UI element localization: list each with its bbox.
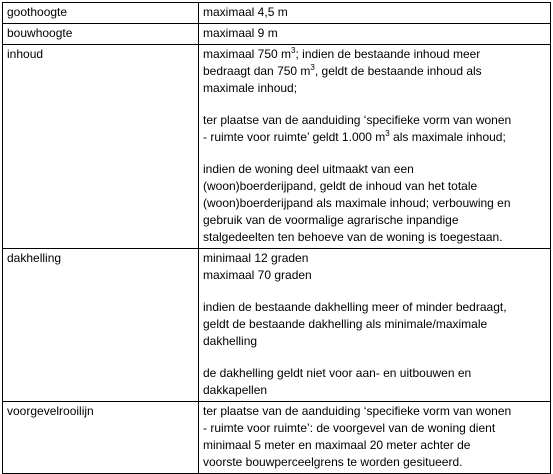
text-line: ter plaatse van de aanduiding ‘specifieke vorm van wonen [203, 113, 512, 127]
text-line: dakhelling [203, 334, 258, 348]
value-cell [199, 24, 551, 45]
label-cell [3, 24, 199, 45]
table-row-bouwhoogte [3, 24, 551, 45]
goothoogte-value: maximaal 4,5 m [203, 5, 288, 19]
dakhelling-paragraph-1 [203, 250, 547, 284]
row-label-voorgevelrooilijn: voorgevelrooilijn [7, 404, 94, 418]
row-label-goothoogte: goothoogte [7, 5, 68, 19]
building-specifications-table [2, 2, 551, 474]
row-label-dakhelling: dakhelling [7, 251, 62, 265]
text-line: voorste bouwperceelgrens te worden gesitueerd. [203, 455, 463, 469]
text-line: (woon)boerderijpand, geldt de inhoud van het totale [203, 179, 478, 193]
text-line: geldt de bestaande dakhelling als minimale/maximale [203, 317, 488, 331]
text-line: - ruimte voor ruimte’: de voorgevel van de woning dient [203, 421, 496, 435]
label-cell [3, 249, 199, 402]
text-line: stalgedeelten ten behoeve van de woning is toegestaan. [203, 230, 503, 244]
value-cell [199, 45, 551, 249]
table-row-voorgevelrooilijn [3, 402, 551, 474]
label-cell [3, 402, 199, 474]
dakhelling-paragraph-2 [203, 299, 547, 350]
text-line: - ruimte voor ruimte’ geldt 1.000 $m^3$ als maximale inhoud; [203, 129, 506, 144]
row-label-bouwhoogte: bouwhoogte [7, 26, 73, 40]
inhoud-paragraph-3 [203, 161, 547, 246]
table-row-inhoud [3, 45, 551, 249]
text-line: de dakhelling geldt niet voor aan- en uitbouwen en [203, 366, 472, 380]
label-cell [3, 3, 199, 24]
text-line: indien de bestaande dakhelling meer of minder bedraagt, [203, 300, 507, 314]
table-row-goothoogte [3, 3, 551, 24]
bouwhoogte-value: maximaal 9 m [203, 26, 278, 40]
inhoud-paragraph-2 [203, 112, 547, 146]
text-line: minimaal 5 meter en maximaal 20 meter achter de [203, 438, 471, 452]
voorgevelrooilijn-paragraph-1 [203, 403, 547, 471]
text-line: maximaal 750 $m^3$; indien de bestaande inhoud meer [203, 46, 481, 61]
table-row-dakhelling [3, 249, 551, 402]
value-cell [199, 402, 551, 474]
text-line: bedraagt dan 750 $m^3$, geldt de bestaande inhoud als [203, 63, 482, 78]
label-cell [3, 45, 199, 249]
text-line: maximale inhoud; [203, 81, 298, 95]
row-label-inhoud: inhoud [7, 47, 44, 61]
text-line: gebruik van de voormalige agrarische inpandige [203, 213, 459, 227]
dakhelling-paragraph-3 [203, 365, 547, 399]
text-line: minimaal 12 graden [203, 251, 309, 265]
text-line: maximaal 70 graden [203, 268, 312, 282]
value-cell [199, 3, 551, 24]
inhoud-paragraph-1 [203, 46, 547, 97]
text-line: ter plaatse van de aanduiding ‘specifieke vorm van wonen [203, 404, 512, 418]
text-line: indien de woning deel uitmaakt van een [203, 162, 414, 176]
value-cell [199, 249, 551, 402]
text-line: (woon)boerderijpand als maximale inhoud; verbouwing en [203, 196, 511, 210]
text-line: dakkapellen [203, 383, 268, 397]
